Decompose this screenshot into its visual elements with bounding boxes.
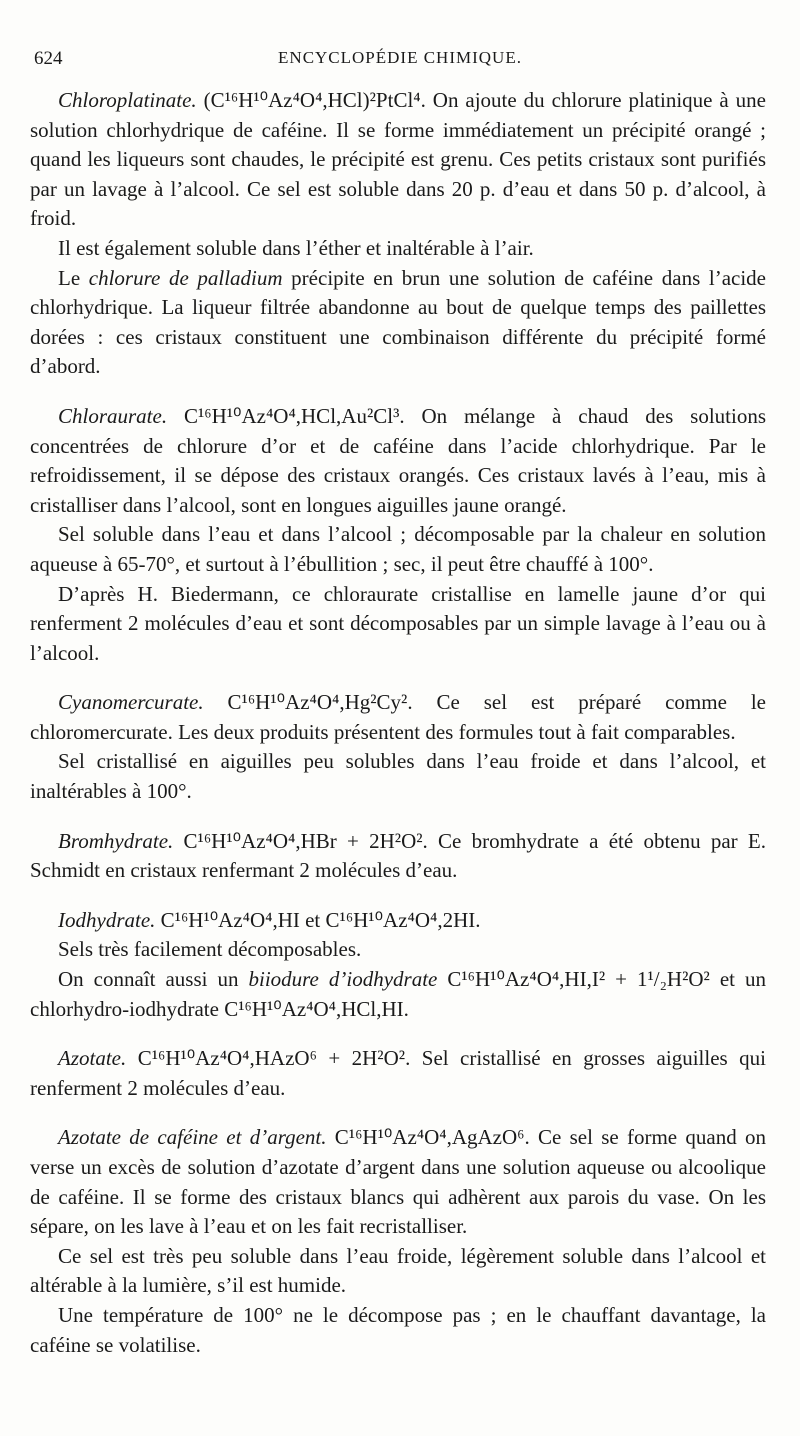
- paragraph-text: C¹⁶H¹⁰Az⁴O⁴,HCl,Au²Cl³. On mélange à chaud des solutions concentrées de chlorure d’or et de caféine dans l’acide chlorhydrique. Par le refroidissement, il se dépose des cristaux orangés. Ces cristaux lavés à l’eau, mis à cristalliser dans l’alcool, sont en longues aiguilles jaune orangé.: [30, 403, 766, 517]
- term-chloroplatinate: Chloroplatinate.: [58, 88, 197, 112]
- paragraph-text: C¹⁶H¹⁰Az⁴O⁴,HAzO⁶ + 2H²O². Sel cristallisé en grosses aiguilles qui renferment 2 molécules d’eau.: [30, 1046, 766, 1100]
- paragraph-iodhydrate: [30, 906, 766, 936]
- running-header: [30, 46, 770, 74]
- running-title: ENCYCLOPÉDIE CHIMIQUE.: [278, 48, 522, 67]
- paragraph-text: C¹⁶H¹⁰Az⁴O⁴,HI et C¹⁶H¹⁰Az⁴O⁴,2HI.: [155, 907, 481, 932]
- term-cyanomercurate: Cyanomercurate.: [58, 690, 204, 715]
- paragraph-text: Ce sel est très peu soluble dans l’eau froide, légèrement soluble dans l’alcool et altérable à la lumière, s’il est humide.: [30, 1243, 766, 1298]
- paragraph-lead: On connaît aussi un: [58, 967, 249, 992]
- term-azotate: Azotate.: [58, 1046, 127, 1071]
- paragraph-sels-decomposables: [30, 935, 766, 965]
- paragraph-peu-soluble: [30, 1242, 766, 1301]
- paragraph-chloroplatinate: [30, 86, 766, 234]
- paragraph-text: C¹⁶H¹⁰Az⁴O⁴,HI,I² + 1¹/₂H²O² et un chlorhydro-iodhydrate C¹⁶H¹⁰Az⁴O⁴,HCl,HI.: [30, 967, 767, 1021]
- paragraph-azotate-argent: [30, 1123, 766, 1241]
- paragraph-text: C¹⁶H¹⁰Az⁴O⁴,AgAzO⁶. Ce sel se forme quand on verse un excès de solution d’azotate d’argent dans une solution aqueuse ou alcoolique de caféine. Il se forme des cristaux blancs qui adhèrent aux parois du vase. On les sépare, on les lave à l’eau et on les fait recristalliser.: [30, 1125, 766, 1239]
- paragraph-text: C¹⁶H¹⁰Az⁴O⁴,HBr + 2H²O². Ce bromhydrate a été obtenu par E. Schmidt en cristaux renfermant 2 molécules d’eau.: [30, 828, 766, 883]
- paragraph-text: Une température de 100° ne le décompose pas ; en le chauffant davantage, la caféine se volatilise.: [30, 1302, 766, 1357]
- term-azotate-de-cafeine-et-d-argent: Azotate de caféine et d’argent.: [58, 1125, 327, 1150]
- paragraph-azotate: [30, 1044, 766, 1103]
- paragraph-cyanomercurate: [30, 688, 766, 747]
- body-text: [30, 86, 766, 1360]
- paragraph-chloraurate: [30, 402, 766, 520]
- term-chloraurate: Chloraurate.: [58, 403, 168, 428]
- paragraph-bromhydrate: [30, 827, 766, 886]
- paragraph-text: Il est également soluble dans l’éther et inaltérable à l’air.: [58, 235, 534, 260]
- paragraph-sel-cristallise: [30, 747, 766, 806]
- term-iodhydrate: Iodhydrate.: [58, 907, 156, 932]
- paragraph-lead: Le: [58, 265, 89, 290]
- paragraph-ether: [30, 234, 766, 264]
- page-number: 624: [34, 48, 63, 69]
- paragraph-text: Sel soluble dans l’eau et dans l’alcool ; décomposable par la chaleur en solution aqueuse à 65-70°, et surtout à l’ébullition ; sec, il peut être chauffé à 100°.: [30, 522, 766, 576]
- paragraph-temperature: [30, 1301, 766, 1360]
- paragraph-sel-soluble: [30, 520, 766, 579]
- paragraph-text: précipite en brun une solution de caféine dans l’acide chlorhydrique. La liqueur filtrée abandonne au bout de quelque temps des paillettes dorées : ces cristaux constituent une combinaison différente du précipité formé d’abord.: [30, 265, 766, 379]
- paragraph-text: (C¹⁶H¹⁰Az⁴O⁴,HCl)²PtCl⁴. On ajoute du chlorure platinique à une solution chlorhydrique de caféine. Il se forme immédiatement un précipité orangé ; quand les liqueurs sont chaudes, le précipité est grenu. Ces petits cristaux sont purifiés par un lavage à l’alcool. Ce sel est soluble dans 20 p. d’eau et dans 50 p. d’alcool, à froid.: [30, 88, 766, 231]
- term-chlorure-de-palladium: chlorure de palladium: [88, 265, 283, 290]
- paragraph-text: C¹⁶H¹⁰Az⁴O⁴,Hg²Cy². Ce sel est préparé comme le chloromercurate. Les deux produits présentent des formules tout à fait comparables.: [30, 690, 766, 744]
- paragraph-text: D’après H. Biedermann, ce chloraurate cristallise en lamelle jaune d’or qui renferment 2 molécules d’eau et sont décomposables par un simple lavage à l’eau ou à l’alcool.: [30, 581, 766, 665]
- paragraph-biiodure: [30, 965, 766, 1024]
- paragraph-palladium: [30, 264, 766, 382]
- paragraph-text: Sels très facilement décomposables.: [58, 937, 362, 962]
- paragraph-biedermann: [30, 580, 766, 669]
- paragraph-text: Sel cristallisé en aiguilles peu solubles dans l’eau froide et dans l’alcool, et inaltérables à 100°.: [30, 749, 766, 804]
- term-bromhydrate: Bromhydrate.: [58, 828, 174, 853]
- term-biiodure-d-iodhydrate: biiodure d’iodhydrate: [248, 967, 438, 992]
